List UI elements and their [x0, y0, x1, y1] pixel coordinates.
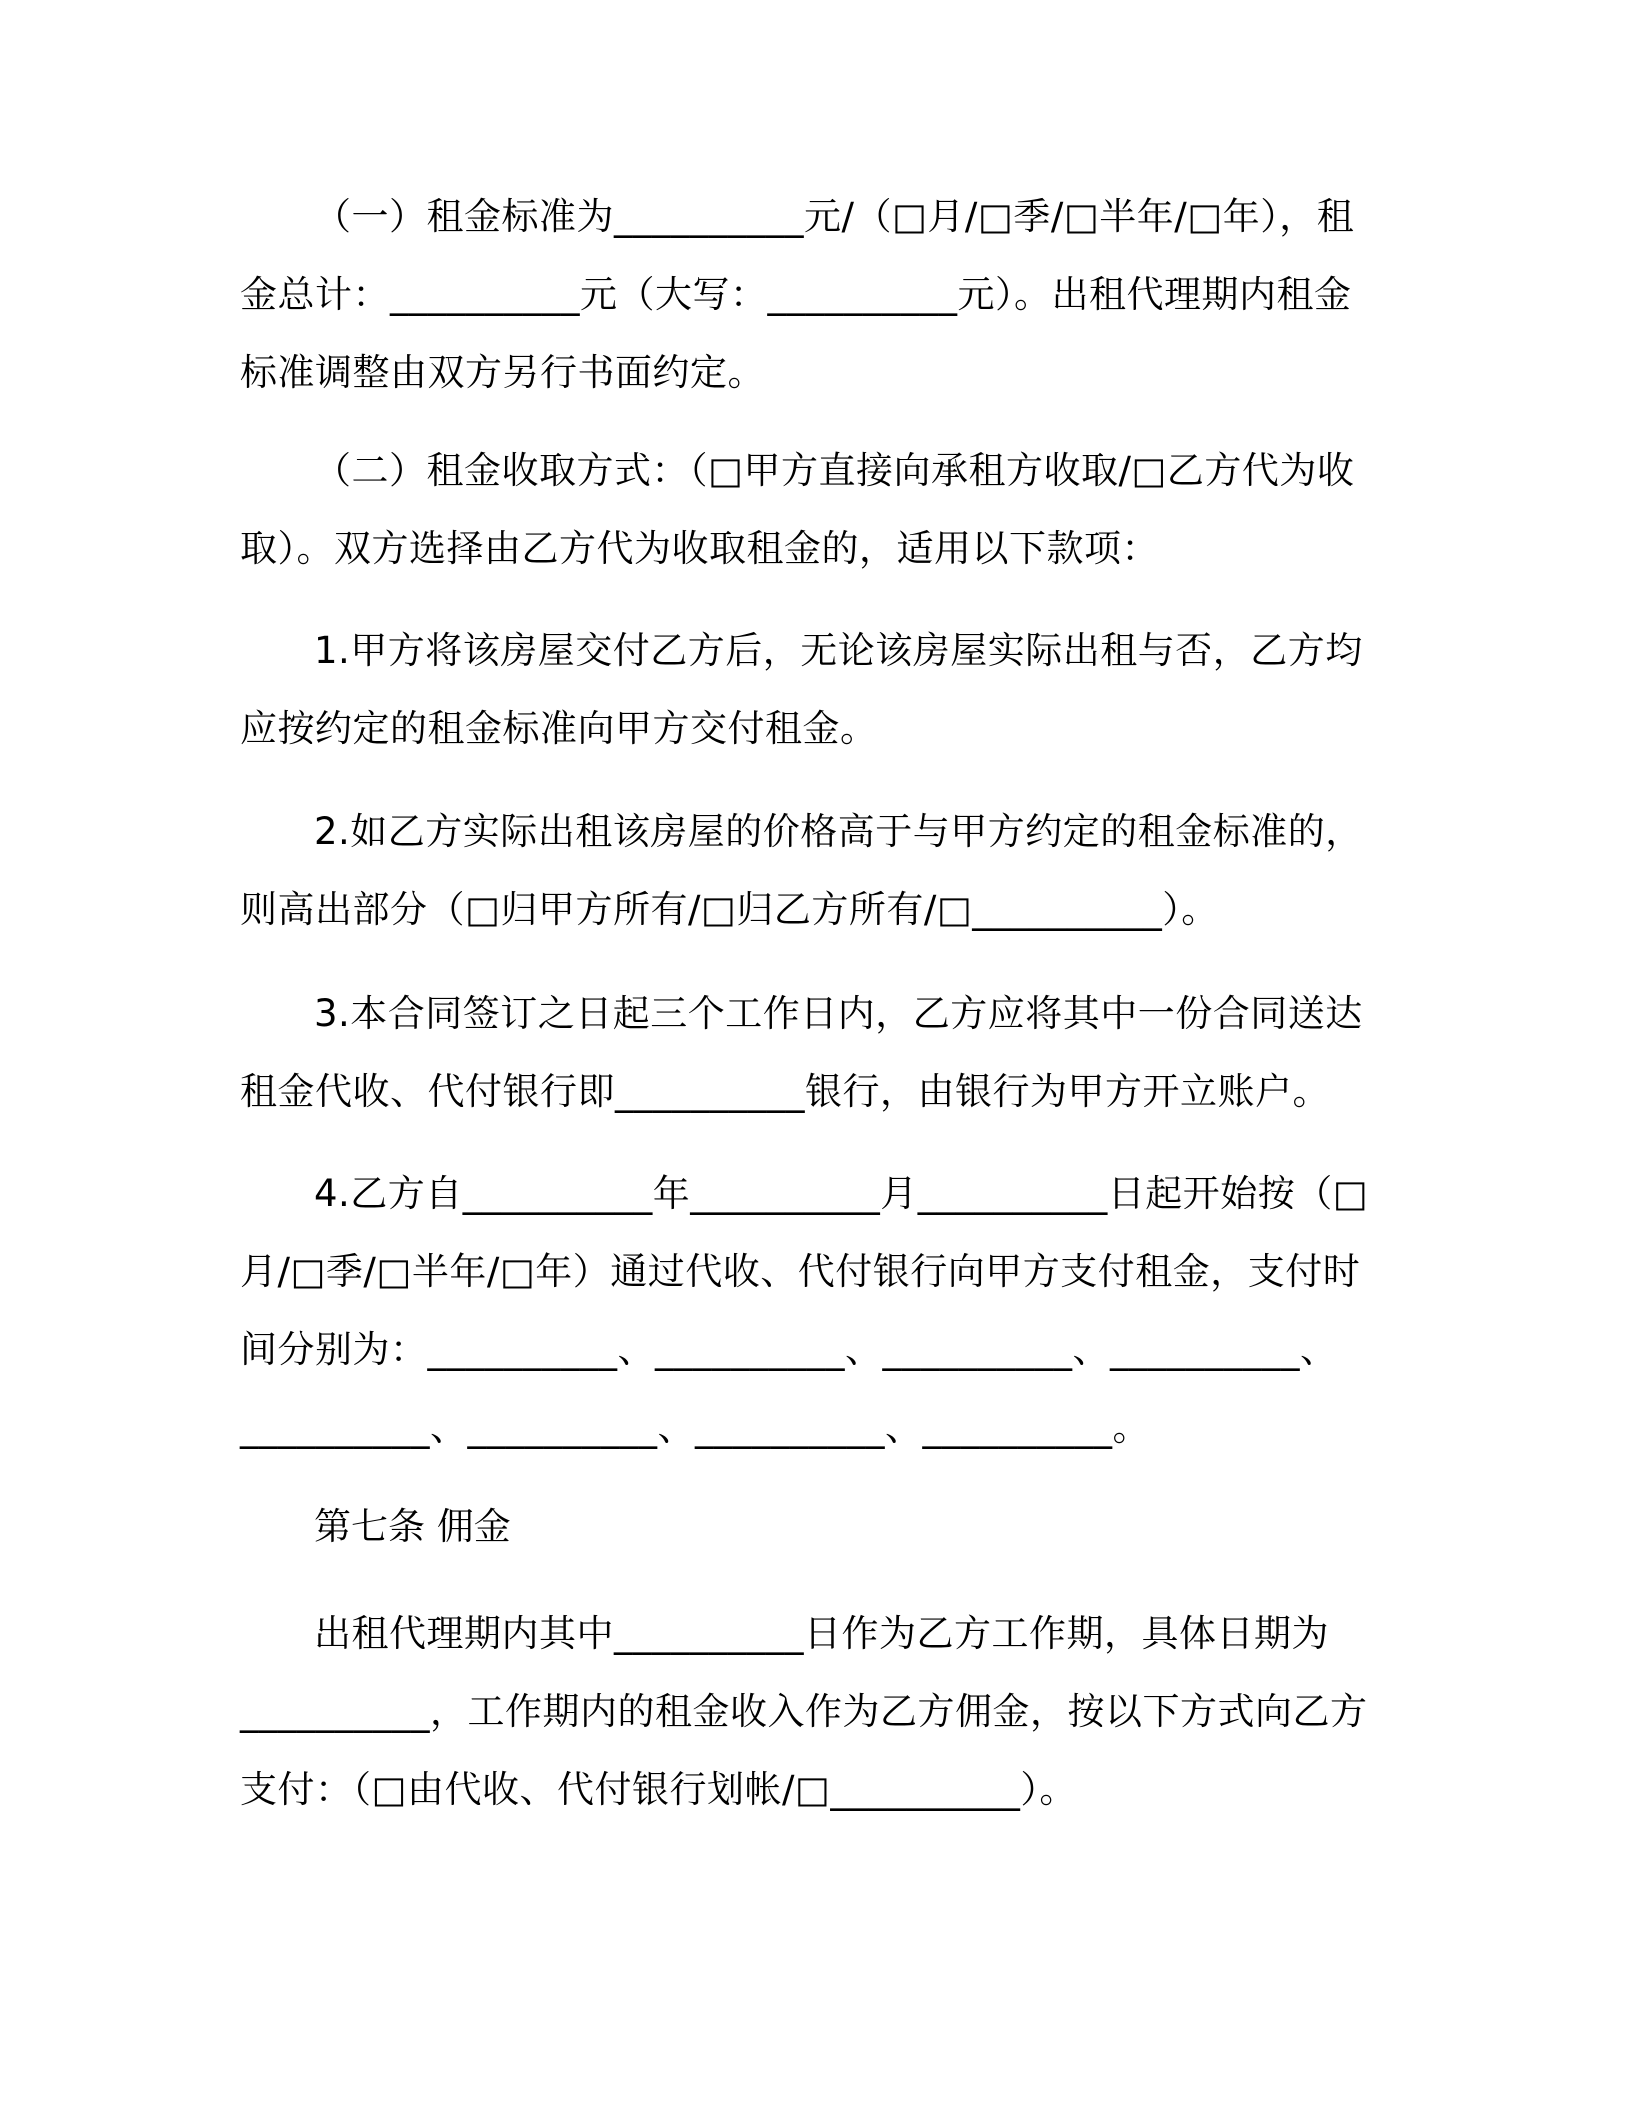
paragraph-item-1 — [240, 612, 1390, 768]
text-line: 出租代理期内其中__________日作为乙方工作期，具体日期为 — [314, 1612, 1329, 1655]
text-line: __________，工作期内的租金收入作为乙方佣金，按以下方式向乙方 — [240, 1690, 1368, 1733]
text-line: 1.甲方将该房屋交付乙方后，无论该房屋实际出租与否，乙方均 — [314, 629, 1363, 672]
text-line: 应按约定的租金标准向甲方交付租金。 — [240, 707, 878, 750]
paragraph-rent-collection — [240, 432, 1390, 588]
paragraph-rent-standard — [240, 178, 1390, 412]
paragraph-item-4 — [240, 1155, 1390, 1467]
text-line: __________、__________、__________、__________。 — [240, 1406, 1150, 1449]
text-line: 则高出部分（□归甲方所有/□归乙方所有/□__________）。 — [240, 888, 1219, 931]
text-line: 4.乙方自__________年__________月__________日起开始按（□ — [314, 1172, 1369, 1215]
text-line: 2.如乙方实际出租该房屋的价格高于与甲方约定的租金标准的， — [314, 810, 1363, 853]
text-line: 3.本合同签订之日起三个工作日内，乙方应将其中一份合同送达 — [314, 992, 1363, 1035]
text-line: 间分别为：__________、__________、__________、__________、 — [240, 1328, 1338, 1371]
text-line: 金总计：__________元（大写：__________元）。出租代理期内租金 — [240, 273, 1352, 316]
text-line: 月/□季/□半年/□年）通过代收、代付银行向甲方支付租金，支付时 — [240, 1250, 1361, 1293]
text-line: 取）。双方选择由乙方代为收取租金的，适用以下款项： — [240, 527, 1159, 570]
text-line: 租金代收、代付银行即__________银行，由银行为甲方开立账户。 — [240, 1070, 1330, 1113]
paragraph-item-3 — [240, 975, 1390, 1131]
paragraph-item-2 — [240, 793, 1390, 949]
text-line: （二）租金收取方式：（□甲方直接向承租方收取/□乙方代为收 — [314, 449, 1355, 492]
section-heading-article-7: 第七条 佣金 — [314, 1505, 511, 1548]
text-line: 支付：（□由代收、代付银行划帐/□__________）。 — [240, 1768, 1077, 1811]
text-line: 标准调整由双方另行书面约定。 — [240, 351, 765, 394]
text-line: （一）租金标准为__________元/（□月/□季/□半年/□年），租 — [314, 195, 1355, 238]
paragraph-commission — [240, 1595, 1390, 1829]
